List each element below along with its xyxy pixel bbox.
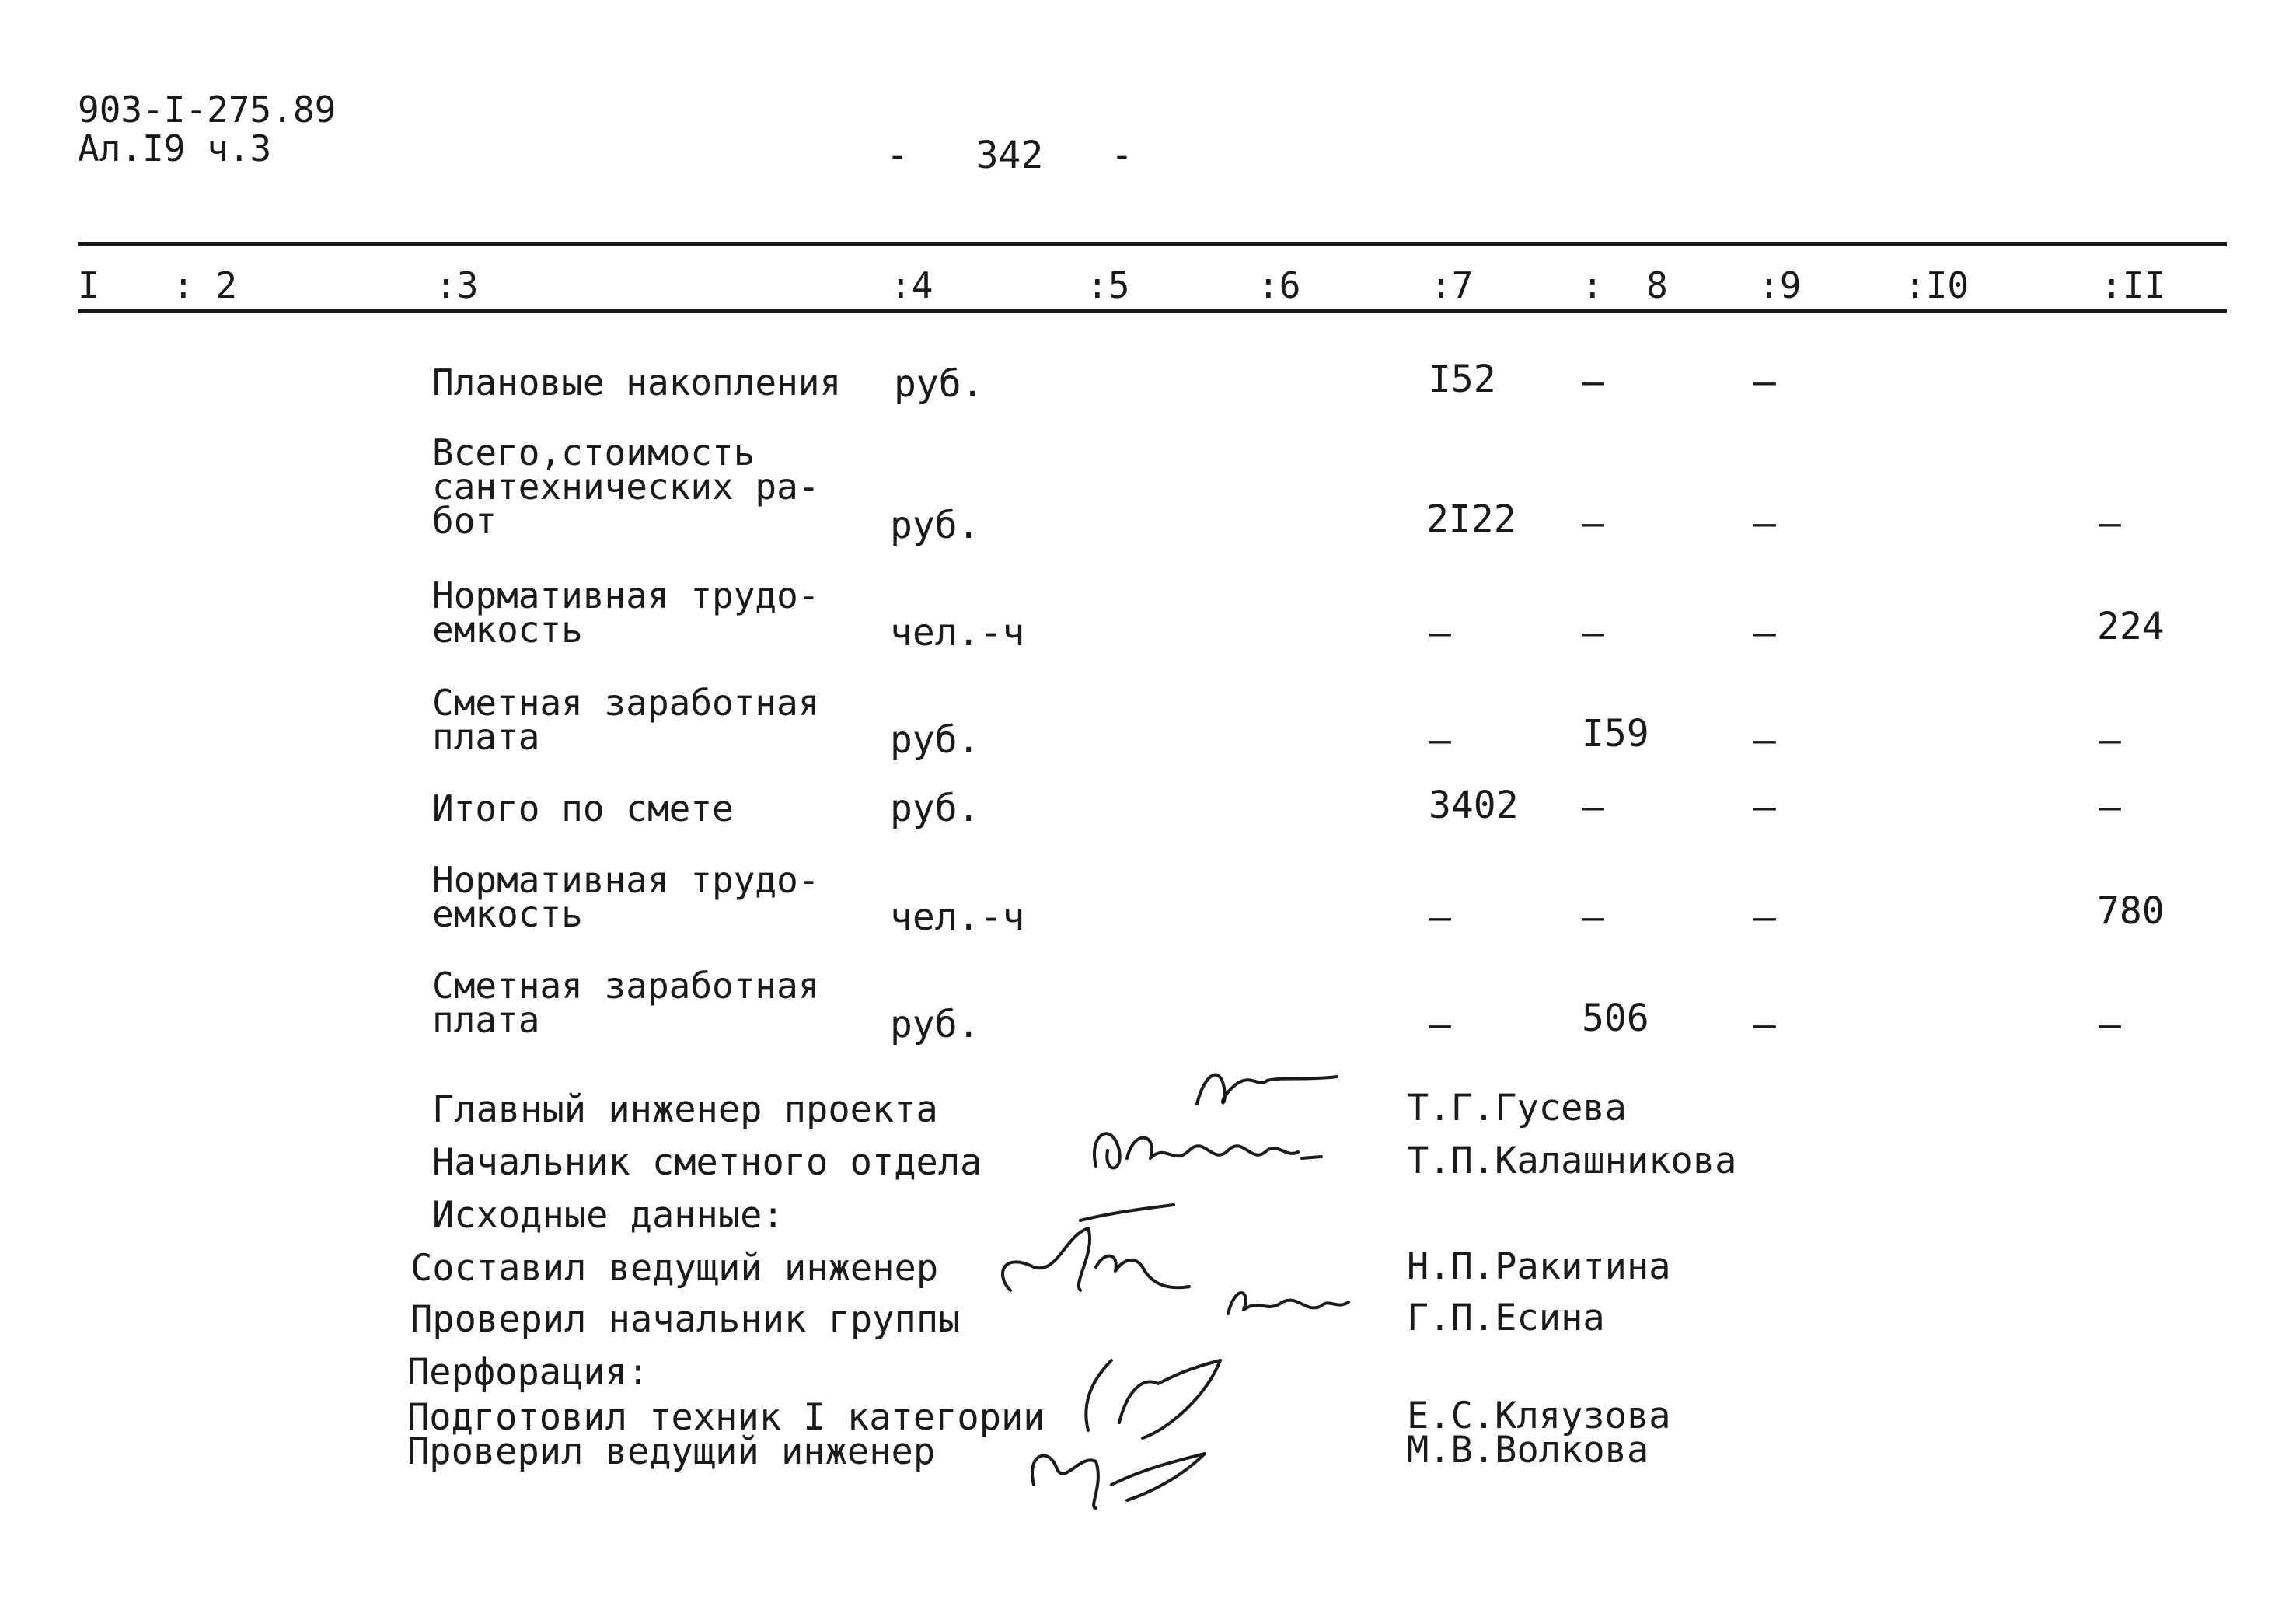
table-row-col11: – [2099,501,2121,545]
table-row-unit: руб. [894,362,984,406]
table-row-unit: руб. [890,787,980,830]
table-row-col7: 2I22 [1426,498,1516,541]
table-row-col11: – [2099,718,2121,762]
column-header-4: :4 [890,264,933,306]
column-header-10: :I0 [1904,264,1970,306]
document-code-line2: Ал.I9 ч.3 [78,127,272,169]
column-header-9: :9 [1758,264,1802,306]
handwritten-signature-kliauzova-volkova [987,1329,1267,1516]
column-header-3: :3 [435,264,479,306]
signature-person: М.В.Волкова [1407,1429,1649,1472]
table-header-rule [78,309,2227,313]
signature-role: Начальник сметного отдела [432,1141,982,1184]
signature-role: Составил ведущий инженер [410,1247,939,1290]
document-code-line1: 903-I-275.89 [78,89,337,131]
table-row-unit: чел.-ч [890,896,1025,939]
signature-section-label: Перфорация: [407,1351,650,1394]
column-header-7: :7 [1430,264,1474,306]
signature-role: Главный инженер проекта [432,1088,938,1131]
column-header-11: :II [2101,264,2166,306]
table-row-col9: – [1753,360,1776,403]
signature-section-label: Исходные данные: [432,1194,784,1237]
table-row-col11: – [2099,1003,2121,1046]
table-row-col7: – [1429,1003,1451,1046]
document-code [78,90,336,168]
table-row-item-name: Всего,стоимость сантехнических ра- бот [432,431,820,542]
column-header-1: I [78,264,99,306]
table-row-unit: руб. [890,504,980,547]
table-top-rule [78,242,2227,246]
signature-person: Т.Г.Гусева [1407,1087,1627,1129]
table-row-col9: – [1753,501,1776,545]
table-row-item-name: Нормативная трудо- емкость [432,859,820,935]
table-row-col9: – [1753,896,1776,939]
table-row-col8: 506 [1582,997,1649,1040]
signature-person: Е.С.Кляузова [1407,1395,1671,1437]
signature-person: Г.П.Есина [1407,1297,1605,1339]
table-row-item-name: Итого по смете [432,787,734,829]
table-row-col11: 224 [2097,605,2165,648]
table-row-unit: руб. [890,1003,980,1046]
table-row-col9: – [1753,1003,1776,1046]
table-row-col7: 3402 [1429,784,1519,827]
table-row-col8: I59 [1582,712,1649,756]
table-row-col11: 780 [2097,889,2165,933]
page-number: - 342 - [886,134,1133,177]
signature-person: Н.П.Ракитина [1407,1245,1671,1288]
table-row-col7: – [1429,611,1451,655]
column-header-6: :6 [1258,264,1301,306]
table-row-col9: – [1753,785,1776,829]
table-row-col8: – [1582,896,1604,939]
table-row-col8: – [1582,501,1604,545]
table-row-col7: – [1429,718,1451,762]
table-row-col11: – [2099,785,2121,829]
handwritten-signature-kalashnikova [1080,1104,1337,1189]
column-header-8: : 8 [1582,264,1668,306]
signature-role: Проверил ведущий инженер [407,1430,936,1473]
table-row-unit: чел.-ч [890,611,1025,655]
table-row-col9: – [1753,718,1776,762]
signature-person: Т.П.Калашникова [1407,1140,1737,1182]
table-row-col7: – [1429,896,1451,939]
handwritten-signature-esina [1213,1267,1360,1329]
table-row-col9: – [1753,611,1776,655]
table-row-item-name: Сметная заработная плата [432,682,820,758]
table-row-item-name: Нормативная трудо- емкость [432,574,820,651]
signature-role: Проверил начальник группы [410,1298,961,1341]
signature-role: Подготовил техник I категории [407,1396,1045,1439]
column-header-2: : 2 [173,264,238,306]
table-row-col8: – [1582,360,1604,403]
table-row-item-name: Сметная заработная плата [432,965,820,1041]
table-row-col8: – [1582,611,1604,655]
column-header-5: :5 [1087,264,1130,306]
table-row-col8: – [1582,785,1604,829]
table-row-col7: I52 [1429,358,1496,401]
handwritten-signature-rakitina [987,1197,1220,1314]
table-row-item-name: Плановые накопления [432,361,842,403]
table-row-unit: руб. [890,718,980,762]
